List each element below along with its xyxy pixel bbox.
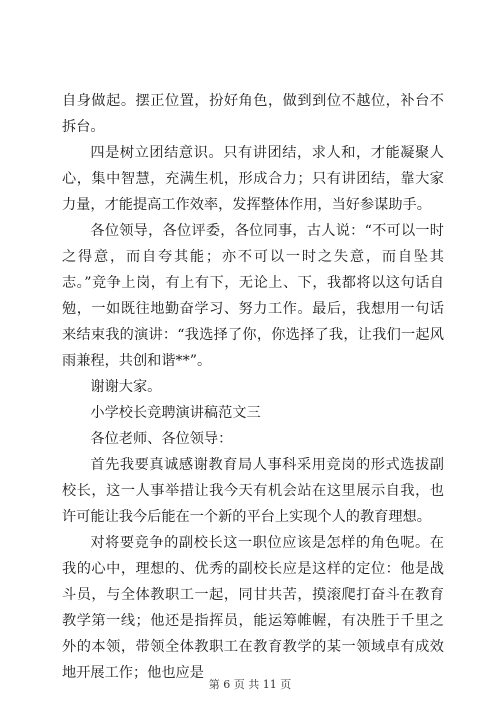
paragraph-4: 谢谢大家。 xyxy=(90,379,162,395)
paragraph-1: 自身做起。摆正位置，扮好角色，做到到位不越位，补台不拆台。 xyxy=(62,93,444,135)
paragraph-2: 四是树立团结意识。只有讲团结，求人和，才能凝聚人心，集中智慧，充满生机，形成合力；只有讲团结，靠大家力量，才能提高工作效率，发挥整体作用，当好参谋助手。 xyxy=(62,145,444,213)
page-footer: 第 6 页 共 11 页 xyxy=(208,678,292,691)
paragraph-3: 各位领导，各位评委，各位同事，古人说：“不可以一时之得意，而自夸其能；亦不可以一时之失意，而自坠其志。”竞争上岗，有上有下，无论上、下，我都将以这句话自勉，一如既往地勤奋学习、努力工作。最后，我想用一句话来结束我的演讲：“我选择了你，你选择了我，让我们一起风雨兼程，共创和谐**”。 xyxy=(62,223,444,369)
section-heading: 小学校长竞聘演讲稿范文三 xyxy=(90,405,261,421)
paragraph-7: 首先我要真诚感谢教育局人事科采用竞岗的形式选拔副校长，这一人事举措让我今天有机会站在这里展示自我，也许可能让我今后能在一个新的平台上实现个人的教育理想。 xyxy=(62,457,444,525)
document-body xyxy=(62,88,444,686)
paragraph-8: 对将要竞争的副校长这一职位应该是怎样的角色呢。在我的心中，理想的、优秀的副校长应是这样的定位：他是战斗员，与全体教职工一起，同甘共苦，摸滚爬打奋斗在教育教学第一线；他还是指挥员，能运筹帷幄，有决胜于千里之外的本领，带领全体教职工在教育教学的某一领域卓有成效地开展工作；他也应是 xyxy=(62,535,444,681)
salutation: 各位老师、各位领导： xyxy=(90,431,233,447)
